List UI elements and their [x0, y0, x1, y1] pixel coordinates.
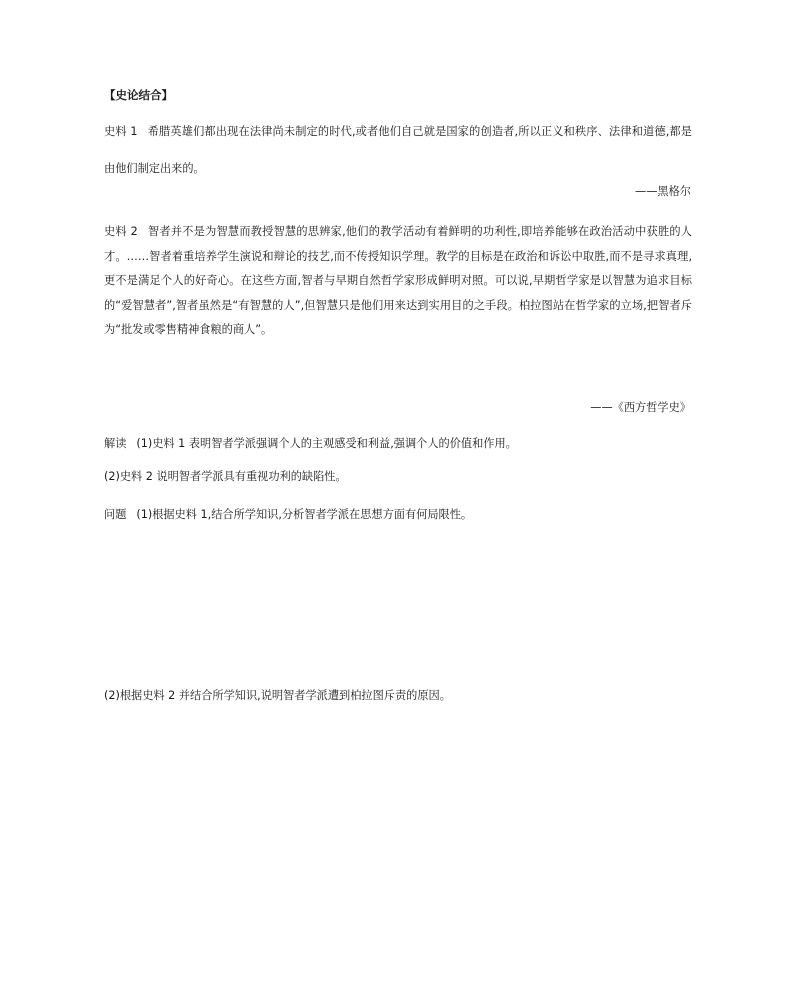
reading-label: 解读 [104, 437, 127, 450]
source-2-attribution: ——《西方哲学史》 [590, 401, 691, 414]
source-1-attribution: ——黑格尔 [635, 185, 691, 198]
source-2-text: 智者并不是为智慧而教授智慧的思辨家,他们的教学活动有着鲜明的功利性,即培养能够在政治活动中获胜的人才。……智者着重培养学生演说和辩论的技艺,而不传授知识学理。教学的目标是在政治和诉讼中取胜,而不是寻求真理,更不是满足个人的好奇心。在这些方面,智者与早期自然哲学家形成鲜明对照。可以说,早期哲学家是以智慧为追求目标的“爱智慧者”,智者虽然是“有智慧的人”,但智慧只是他们用来达到实用目的之手段。柏拉图站在哲学家的立场,把智者斥为“批发或零售精神食粮的商人”。 [104, 225, 692, 337]
question-item-1-text: (1)根据史料 1,结合所学知识,分析智者学派在思想方面有何局限性。 [136, 508, 473, 521]
question-item-1 [104, 506, 692, 522]
source-1-label: 史料 1 [104, 125, 138, 138]
question-label: 问题 [104, 508, 127, 521]
source-2-paragraph [104, 220, 692, 343]
source-1-text: 希腊英雄们都出现在法律尚未制定的时代,或者他们自己就是国家的创造者,所以正义和秩序、法律和道德,都是由他们制定出来的。 [104, 125, 692, 175]
reading-item-1 [104, 435, 692, 451]
question-item-2: (2)根据史料 2 并结合所学知识,说明智者学派遭到柏拉图斥责的原因。 [104, 689, 451, 702]
source-1-paragraph [104, 113, 692, 187]
reading-item-1-text: (1)史料 1 表明智者学派强调个人的主观感受和利益,强调个人的价值和作用。 [136, 437, 517, 450]
source-2-label: 史料 2 [104, 225, 138, 238]
reading-item-2: (2)史料 2 说明智者学派具有重视功利的缺陷性。 [104, 470, 347, 483]
section-heading: 【史论结合】 [104, 88, 173, 102]
